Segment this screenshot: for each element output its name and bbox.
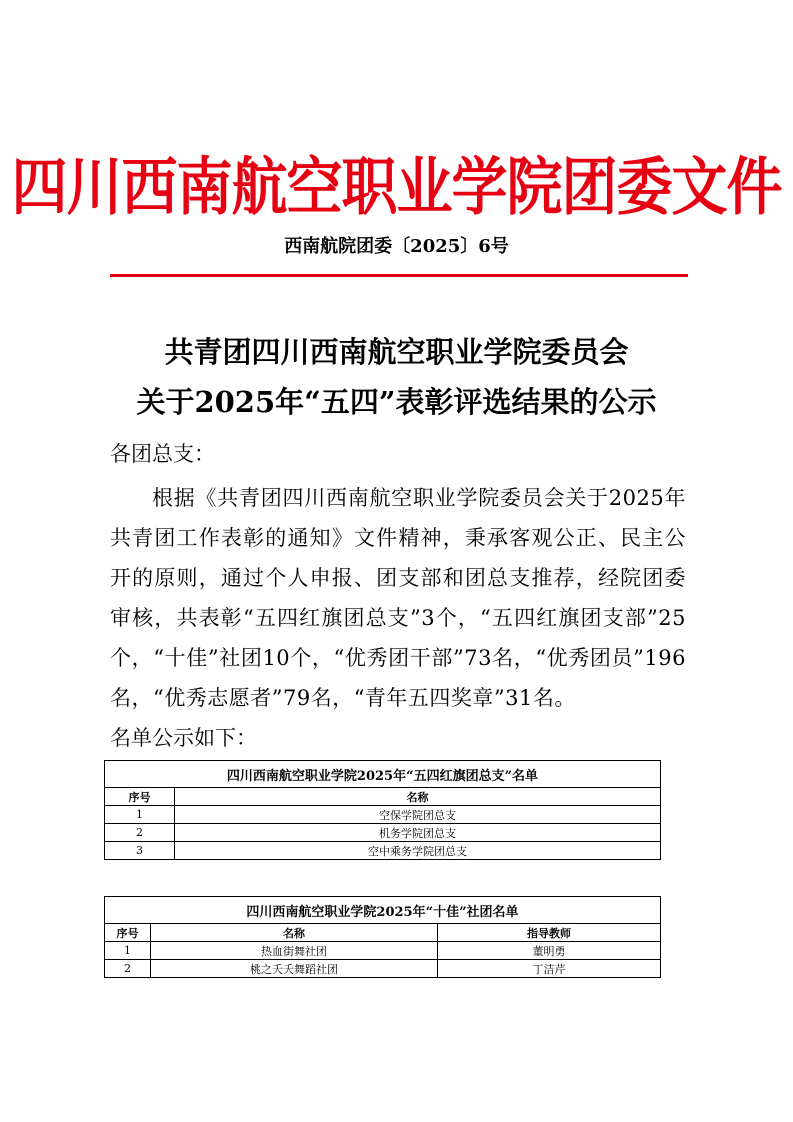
table-cell: 机务学院团总支 xyxy=(175,824,661,842)
table-cell: 2 xyxy=(105,824,175,842)
header-divider xyxy=(110,274,688,277)
table-cell: 1 xyxy=(105,806,175,824)
column-header: 名称 xyxy=(151,924,438,942)
top-ten-clubs-table xyxy=(104,896,661,978)
addressee: 各团总支： xyxy=(110,442,215,466)
body-paragraph: 根据《共青团四川西南航空职业学院委员会关于2025年共青团工作表彰的通知》文件精神，秉承客观公正、民主公开的原则，通过个人申报、团支部和团总支推荐，经院团委审核，共表彰“五四红旗团总支”3个，“五四红旗团支部”25个，“十佳”社团10个，“优秀团干部”73名，“优秀团员”196名，“优秀志愿者”79名，“青年五四奖章”31名。 xyxy=(110,486,686,710)
column-header: 指导教师 xyxy=(438,924,661,942)
document-header-title: 四川西南航空职业学院团委文件 xyxy=(11,150,782,224)
column-header: 序号 xyxy=(105,924,151,942)
table-cell: 桃之夭夭舞蹈社团 xyxy=(151,960,438,978)
table-cell: 空保学院团总支 xyxy=(175,806,661,824)
table-row xyxy=(105,842,661,860)
notice-title-line-2: 关于2025年“五四”表彰评选结果的公示 xyxy=(136,385,657,419)
table-row xyxy=(105,942,661,960)
column-header: 序号 xyxy=(105,788,175,806)
table-caption: 四川西南航空职业学院2025年“十佳”社团名单 xyxy=(105,897,661,924)
column-header: 名称 xyxy=(175,788,661,806)
table-row xyxy=(105,960,661,978)
table-row xyxy=(105,824,661,842)
notice-title-line-1: 共青团四川西南航空职业学院委员会 xyxy=(164,335,629,369)
table-cell: 丁洁芹 xyxy=(438,960,661,978)
table-cell: 3 xyxy=(105,842,175,860)
table-cell: 董明勇 xyxy=(438,942,661,960)
document-number: 西南航院团委〔2025〕6号 xyxy=(284,236,509,257)
table-cell: 空中乘务学院团总支 xyxy=(175,842,661,860)
table-cell: 1 xyxy=(105,942,151,960)
list-intro: 名单公示如下： xyxy=(110,726,257,750)
table-row xyxy=(105,806,661,824)
table-caption: 四川西南航空职业学院2025年“五四红旗团总支”名单 xyxy=(105,761,661,788)
red-flag-branch-table xyxy=(104,760,661,860)
table-cell: 热血街舞社团 xyxy=(151,942,438,960)
table-cell: 2 xyxy=(105,960,151,978)
